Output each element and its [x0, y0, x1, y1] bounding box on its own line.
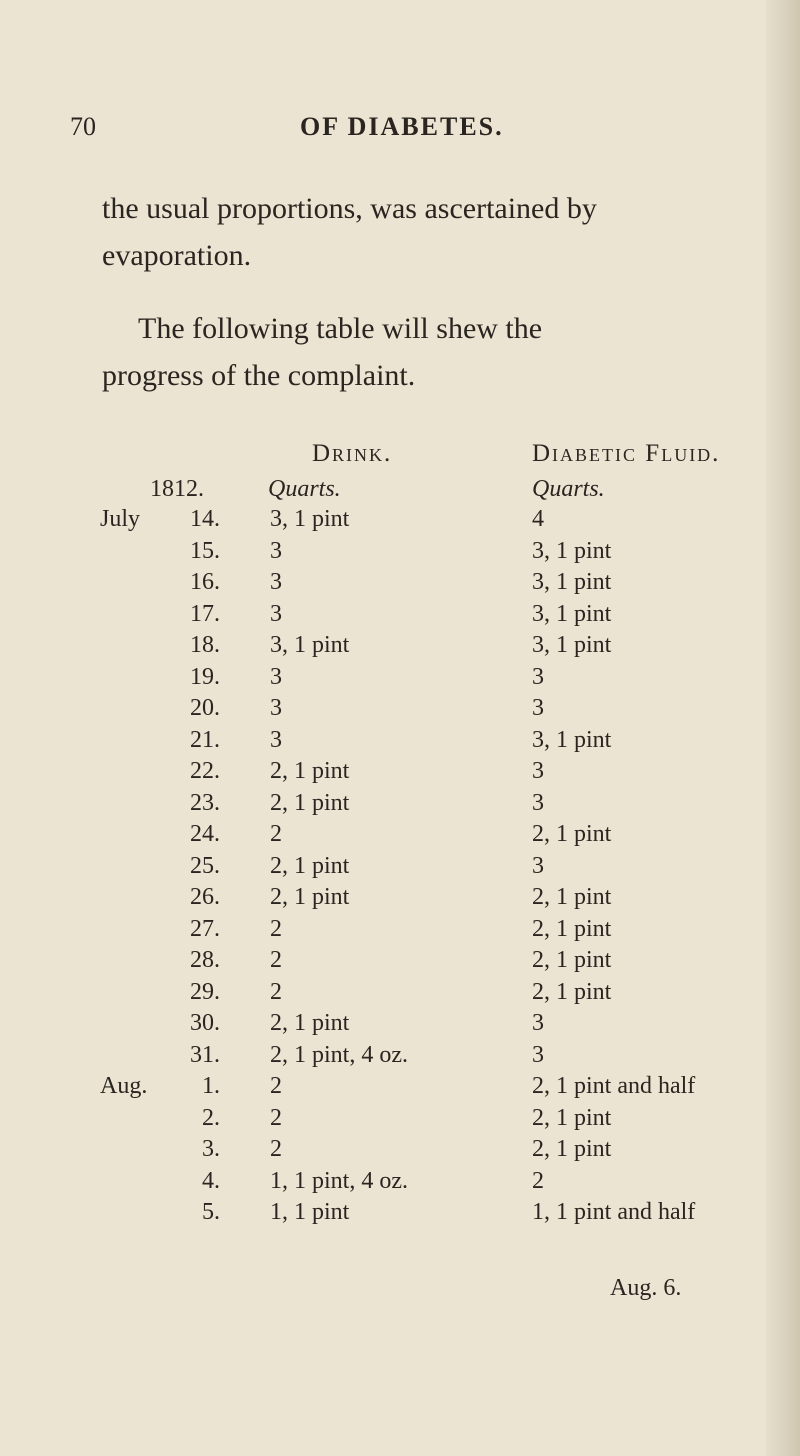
- day-cell: 20.: [190, 695, 220, 721]
- drink-cell: 2: [270, 947, 282, 973]
- table-row: [0, 1073, 780, 1105]
- table-row: [0, 1168, 780, 1200]
- table-row: [0, 1010, 780, 1042]
- day-cell: 22.: [190, 758, 220, 784]
- drink-cell: 2: [270, 821, 282, 847]
- fluid-cell: 3: [532, 789, 544, 816]
- table-row: [0, 853, 780, 885]
- table-row: [0, 979, 780, 1011]
- fluid-cell: 3: [532, 1041, 544, 1068]
- day-cell: 3.: [202, 1136, 220, 1162]
- unit-fluid: Quarts.: [532, 476, 605, 502]
- month-cell: July: [100, 506, 141, 532]
- fluid-cell: 2, 1 pint: [532, 821, 612, 847]
- day-cell: 23.: [190, 789, 220, 816]
- table-row: [0, 1199, 780, 1231]
- drink-cell: 2, 1 pint: [270, 884, 350, 910]
- drink-cell: 2: [270, 1136, 282, 1162]
- day-cell: 15.: [190, 537, 220, 564]
- drink-cell: 2: [270, 978, 282, 1005]
- drink-cell: 3: [270, 600, 282, 627]
- day-cell: 29.: [190, 978, 220, 1005]
- table-row: [0, 601, 780, 633]
- drink-cell: 2, 1 pint: [270, 1010, 350, 1036]
- end-note: Aug. 6.: [610, 1275, 682, 1301]
- table-row: [0, 727, 780, 759]
- drink-cell: 2, 1 pint: [270, 852, 350, 879]
- fluid-cell: 2: [532, 1167, 544, 1194]
- fluid-cell: 2, 1 pint: [532, 1104, 612, 1131]
- day-cell: 21.: [190, 726, 220, 753]
- running-title: OF DIABETES.: [300, 112, 504, 141]
- day-cell: 31.: [190, 1041, 220, 1068]
- fluid-cell: 3: [532, 663, 544, 690]
- day-cell: 17.: [190, 600, 220, 627]
- fluid-cell: 3: [532, 1010, 544, 1036]
- drink-cell: 3, 1 pint: [270, 506, 350, 532]
- table-row: [0, 506, 780, 538]
- table-row: [0, 1136, 780, 1168]
- header-drink: Drink.: [312, 440, 393, 467]
- day-cell: 24.: [190, 821, 220, 847]
- table-row: [0, 758, 780, 790]
- table-row: [0, 916, 780, 948]
- drink-cell: 1, 1 pint, 4 oz.: [270, 1167, 408, 1194]
- table-row: [0, 821, 780, 853]
- fluid-cell: 3, 1 pint: [532, 600, 612, 627]
- table-row: [0, 790, 780, 822]
- text-line: progress of the complaint.: [102, 358, 416, 392]
- day-cell: 2.: [202, 1104, 220, 1131]
- paragraph-table-intro: [102, 306, 742, 399]
- month-cell: Aug.: [100, 1073, 148, 1099]
- day-cell: 30.: [190, 1010, 220, 1036]
- drink-cell: 1, 1 pint: [270, 1199, 350, 1225]
- day-cell: 27.: [190, 915, 220, 942]
- running-head: [0, 112, 780, 148]
- table-row: [0, 632, 780, 664]
- fluid-cell: 3, 1 pint: [532, 726, 612, 753]
- drink-cell: 3, 1 pint: [270, 632, 350, 658]
- table-rows: [0, 506, 780, 1231]
- day-cell: 5.: [202, 1199, 220, 1225]
- table-row: [0, 664, 780, 696]
- table-row: [0, 569, 780, 601]
- drink-cell: 3: [270, 537, 282, 564]
- day-cell: 16.: [190, 569, 220, 595]
- year-label: 1812.: [150, 476, 204, 502]
- fluid-cell: 2, 1 pint: [532, 978, 612, 1005]
- header-diabetic-fluid: Diabetic Fluid.: [532, 440, 721, 467]
- day-cell: 4.: [202, 1167, 220, 1194]
- fluid-cell: 3, 1 pint: [532, 569, 612, 595]
- fluid-cell: 3: [532, 695, 544, 721]
- text-line: evaporation.: [102, 238, 252, 272]
- paragraph-evaporation: [102, 186, 742, 279]
- fluid-cell: 4: [532, 506, 544, 532]
- text-line: the usual proportions, was ascertained by: [102, 192, 597, 225]
- drink-cell: 3: [270, 695, 282, 721]
- drink-cell: 2, 1 pint, 4 oz.: [270, 1041, 408, 1068]
- table-row: [0, 947, 780, 979]
- drink-cell: 2: [270, 915, 282, 942]
- fluid-cell: 2, 1 pint and half: [532, 1073, 696, 1099]
- fluid-cell: 1, 1 pint and half: [532, 1199, 696, 1225]
- table-row: [0, 1105, 780, 1137]
- day-cell: 1.: [202, 1073, 220, 1099]
- unit-drink: Quarts.: [268, 476, 341, 502]
- day-cell: 14.: [190, 506, 220, 532]
- fluid-cell: 3, 1 pint: [532, 632, 612, 658]
- drink-cell: 3: [270, 663, 282, 690]
- drink-cell: 3: [270, 569, 282, 595]
- day-cell: 28.: [190, 947, 220, 973]
- fluid-cell: 3, 1 pint: [532, 537, 612, 564]
- progress-table: [0, 440, 780, 1440]
- fluid-cell: 2, 1 pint: [532, 1136, 612, 1162]
- day-cell: 18.: [190, 632, 220, 658]
- drink-cell: 2: [270, 1073, 282, 1099]
- drink-cell: 2, 1 pint: [270, 758, 350, 784]
- drink-cell: 2: [270, 1104, 282, 1131]
- day-cell: 26.: [190, 884, 220, 910]
- table-row: [0, 1042, 780, 1074]
- day-cell: 19.: [190, 663, 220, 690]
- fluid-cell: 3: [532, 852, 544, 879]
- text-line: The following table will shew the: [138, 312, 543, 345]
- table-row: [0, 884, 780, 916]
- page-number: 70: [70, 112, 96, 141]
- fluid-cell: 3: [532, 758, 544, 784]
- fluid-cell: 2, 1 pint: [532, 884, 612, 910]
- table-row: [0, 538, 780, 570]
- fluid-cell: 2, 1 pint: [532, 915, 612, 942]
- fluid-cell: 2, 1 pint: [532, 947, 612, 973]
- drink-cell: 2, 1 pint: [270, 789, 350, 816]
- table-row: [0, 695, 780, 727]
- drink-cell: 3: [270, 726, 282, 753]
- day-cell: 25.: [190, 852, 220, 879]
